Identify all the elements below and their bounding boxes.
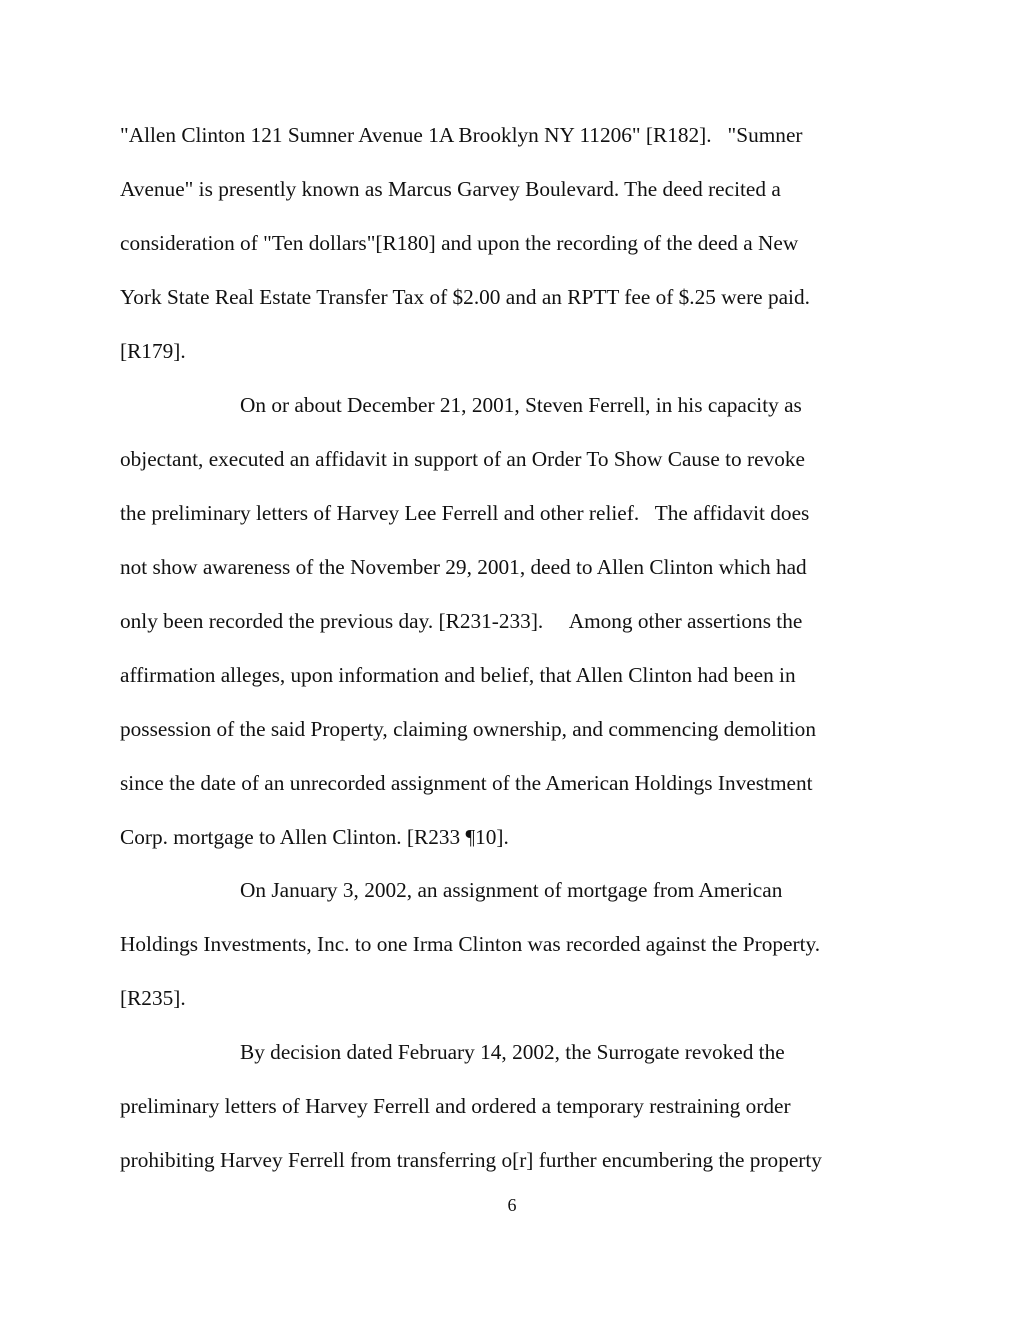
text-line: Corp. mortgage to Allen Clinton. [R233 ¶10]. <box>120 825 509 849</box>
text-line: Avenue" is presently known as Marcus Garvey Boulevard. The deed recited a <box>120 177 781 201</box>
text-line: since the date of an unrecorded assignment of the American Holdings Investment <box>120 771 813 795</box>
text-line: York State Real Estate Transfer Tax of $2.00 and an RPTT fee of $.25 were paid. <box>120 285 810 309</box>
text-line: Holdings Investments, Inc. to one Irma Clinton was recorded against the Property. <box>120 932 821 956</box>
paragraph-first-line: On or about December 21, 2001, Steven Ferrell, in his capacity as <box>240 393 802 417</box>
text-line: the preliminary letters of Harvey Lee Ferrell and other relief. The affidavit does <box>120 501 810 525</box>
text-line: [R235]. <box>120 986 186 1010</box>
text-line: only been recorded the previous day. [R231-233]. Among other assertions the <box>120 609 803 633</box>
text-line: not show awareness of the November 29, 2001, deed to Allen Clinton which had <box>120 555 807 579</box>
text-line: preliminary letters of Harvey Ferrell and ordered a temporary restraining order <box>120 1094 791 1118</box>
paragraph-first-line: By decision dated February 14, 2002, the Surrogate revoked the <box>240 1040 785 1064</box>
page-number: 6 <box>507 1195 517 1215</box>
text-line: consideration of "Ten dollars"[R180] and upon the recording of the deed a New <box>120 231 799 255</box>
text-line: objectant, executed an affidavit in support of an Order To Show Cause to revoke <box>120 447 805 471</box>
text-line: prohibiting Harvey Ferrell from transferring o[r] further encumbering the property <box>120 1148 822 1172</box>
text-line: [R179]. <box>120 339 186 363</box>
text-line: "Allen Clinton 121 Sumner Avenue 1A Brooklyn NY 11206" [R182]. "Sumner <box>120 123 803 147</box>
paragraph-first-line: On January 3, 2002, an assignment of mortgage from American <box>240 878 783 902</box>
text-line: possession of the said Property, claiming ownership, and commencing demolition <box>120 717 816 741</box>
text-line: affirmation alleges, upon information and belief, that Allen Clinton had been in <box>120 663 796 687</box>
